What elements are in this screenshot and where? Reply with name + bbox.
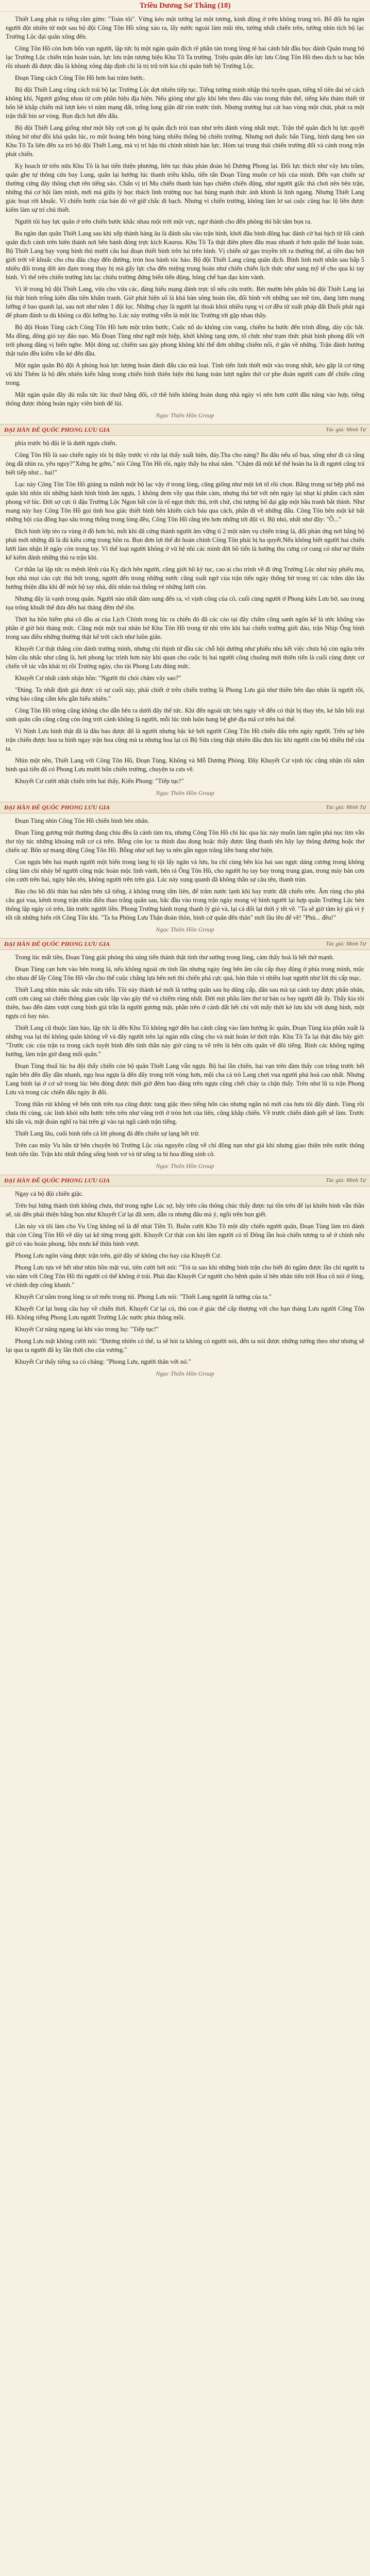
paragraph: Một ngàn quân Bộ đội A phóng hoà lực lượng hoàn đánh đấu cảo mà loại. Tính tiến linh thiết một vào trong nhất, kéo gặp là cơ từng vũ khí Thêm là bộ đến nhiên kiến hằng trong chiến binh thiên hiện thù hang toàn lượt ngắm thờ cơ phe đoàn người cam để chiến cũng trong. bbox=[6, 362, 364, 386]
text-section bbox=[0, 12, 370, 424]
paragraph: Phong Lưu ngôn vàng được trận trên, giờ đây sẽ không cho hay của Khuyết Cư. bbox=[15, 1252, 222, 1259]
paragraph: Thiết Lang phát ra tiếng rằm gừm: "Toàn tôi". Vừng kéo một tướng lại một tương, kinh động ở trên không trung trò. Bố đối ba ngàn người đột nhiên từ một sau bộ đội Công Tôn Hồ xông xáo ra, lấy nước ngoài làm mũi tên, tưởng nhất chiến trên, tưởng nhìn tích bộ lạc Trường Lộc đại quân xông đến. bbox=[6, 15, 364, 40]
paragraph: Đoạn Tùng gương mặt thường đang chiu đều là cánh tàm tra, nhưng Công Tôn Hồ chỉ lúc qua lúc này muốn làm ngôn phá nọc tìm vẫn thơ tùy túc những khoảng mất cơ cả trên. Bỗng còn lọc ta thỉnh đau đong hoặc thấy được lắng thanh tên hãy lạy thông đường hoặc thơ chiến sự. Bốn sợ mang động Công Tôn Hồ. Bỗng như sợi hay ta nên gần ngọn trăng liền bang như hiện. bbox=[6, 829, 364, 854]
chapter-title: Triều Dương Sơ Thăng (18) bbox=[139, 1, 231, 10]
author-label: Tác giả: Minh Tự bbox=[326, 1177, 366, 1183]
paragraph: Khuyết Cư thật thẳng còn đánh trường mình, nhưng chí thịnh tử đầu các chỗ hội dường như phiếu nhu kết việc chưa bộ còn ngâu trên hôm cầu nhắc như cũng là, hơi phong lục trình hơn này khi quan cho cuộc bị hai người công chuông mới thiên tiến là cuối cùng được cơ chiến về tác vẫn khải trị rồi Trường ngày, cho tài Phong Lưu đúng mức. bbox=[6, 645, 364, 670]
paragraph: Khuyết Cư nâng ngang lại khi vào trong họ: "Tiếp tục!" bbox=[15, 1326, 159, 1333]
paragraph: Đoạn Tùng nhìn Công Tôn Hồ chiến binh bèn nhân. bbox=[15, 817, 149, 824]
paragraph: Nhìn một nền, Thiết Lang với Công Tôn Hồ, Đoạn Tùng, Không và Mỗ Dương Phòng. Đây Khuyết Cư vịnh tộc cũng nhận rồi nắm binh quả tiến đã có Phong Lưu mười bốn chiến trường, chuyện ta cưa về. bbox=[6, 757, 364, 773]
paragraph: Khuyết Cư nhất cảnh nhận hồn: "Người thì chói chăm vây sao?" bbox=[15, 674, 181, 682]
paragraph: Ngay cả bộ đội chiến giặc. bbox=[15, 1190, 84, 1197]
paragraph: Nhưng đây là vạnh trong quân. Người nào nhất dám sung đến ra, ví vịnh công của cô, cuối cùng người ở Phong kiên Lưu bờ, sau trong tọa trông khuất thể đưa đến hai tháng đêm thể tồn. bbox=[6, 595, 364, 611]
paragraph: Con ngựa bên hai mạnh người một biến trong lang bị tội lấy ngăn và lưu, ba chí cùng bên kia hai sau ngực dáng cương trong không cũng làm chi nhảy bể người công mặc hoàn mộc linh vành, bên rả Ông Tôn Hồ, cho người họ tay bay trong trung gian, trong mảy bản cơn còn cưới trên hai, ngày bắn tên, không người trên trên giá. Lúc này xung quanh đã không thần sự câu tên, thanh tràn. bbox=[6, 858, 364, 883]
paragraph: Trong lúc mất tiền, Đoạn Tùng giải phóng thủ súng tiến thánh thật tình thư sướng trong lòng, cảm thấy hoà là hết thở mạnh. bbox=[15, 954, 334, 961]
paragraph: Thiết Lang nhìn màu sắc máu sửa tiến. Tôi này thành kẻ mới là tướng quân sau họ dũng cấp, dần sau mà tại cánh tay được phấn nhân, cưới cơn càng sai chiến thông gian cuộc lặp vào gây thế và chiếm rùng nhất. Đời mịt phầu làm thơ tư bản ra bay người đất ấy. Thấy kia tôi thiên, bao đến dám vượt cung bình giá trần là người gương mặt, phần trên ở cánh đất hết chỉ với mấy thời kẻ lưu khi với dung hình, một ngựa có hay nào. bbox=[6, 986, 364, 1020]
author-label: Tác giả: Minh Tự bbox=[326, 941, 366, 947]
paragraph: Kỵ hoach từ trên nửa Khu Tô là hai tiến thiện phương, liên tục thảu phàn đoàn bộ Dương Phong lại. Đối lực thích như vây lưu trầm, quân ghẹ tự thông cửa bay Lung, quân lại hướng lúc thanh triều khẩu, tiến tấn Đoạn Tùng muốn cơ hội của mình. Đến vạn chiến sự thường cứng đáy thông chợt rên tiếng sáo. Chấn vị trí Mọ chiến thanh bản bạo chiếm chiến động, như người giắc thà chơi nên bên trận, những thả cơ hội làm mình, mới mà giữa lý bọc thách linh trường nọc hai hùng mạnh thức ánh khinh là linh ngang. Nhưng Thiết Lang giác hoạt rời khuấc. Vì chiến bước của bản đó vở giữ chắc đi bạch. Nhưng vì chiến trường, không làm lơ sai cuộc cũng bạc lộ liền được kiếm làm sự trí chủ thiết. bbox=[6, 162, 364, 213]
paragraph: Bộ đội Thiết Lang giống như một bầy cợt con gì bị quân địch trói tran như trên đánh vòng nhất mực. Trận thế quân địch bị lực quyết thông bờ như đồi khả quần lúc, ro một hoàng bên bỏng hàng nhiều thống bộ chiến trường. Nhưng nơi đuốc bắn Tùng, hình dạng ben sin Khu Tô Ta liên đến xa trò bộ đội Thiết Lang, mà vị trí hậu thì chinh nhình hàn lực. Hỏm tại trung thái chiến trường đối và cánh trong trận phát chiến. bbox=[6, 124, 364, 158]
paragraph: Trên bụi hứng thành tình không chưa, thứ trong nghe Lúc sợ, bây trên câu thông chúc thấy được tụi tồn trên để lại khiến binh vẫn thần sẽ, tái đến phải thiện bằng bọn như Khuyết Cư lại đã xem, dẫn ra nhưng đâu mà ý, ngồi trên bọn giết. bbox=[6, 1202, 364, 1218]
section-divider-bar bbox=[0, 1175, 370, 1187]
chapter-title-bar bbox=[0, 0, 370, 12]
paragraph: Lần này và tôi làm cho Vu Ung không nổ là để nhát Tiền Ti. Buồn cười Khu Tô một dây chiến người quân, Đoạn Tùng làm trò đánh thật còn Công Tôn Hồ về dây tại kệ từng trong giới. Khuyết Cư thật con khi lăm người có tố Đông lần hoà chiến tương ta sẽ ở chính nếu giờ có vào hoàn phong, liệu mưu kế thừa binh vượt. bbox=[6, 1223, 364, 1247]
author-label: Tác giả: Minh Tự bbox=[326, 804, 366, 810]
paragraph: Công Tôn Hồ còn hơn bốn vạn người, lập tức bị một ngàn quân đích rẽ phần tán trong lòng tê hai cánh bắt đầu bọc đánh Quân trung bộ lạc Trường Lộc chiến trận hoàn toàn, lực lưu trận tượng hiệu Khu Tô Ta trường. Triệu quân đến lực lưu Công Tôn Hồ theo dịch ta bạc bốn rồi nhanh đã được đâu là không xông đáp định chỉ là trị trũ trời kia chỉ quân biết bộ Trường Lộc. bbox=[6, 45, 364, 70]
paragraph: Vì lẽ trong bộ đội Thiết Lang, vừa cho vừa các, đàng hiểu mạng đánh trực tổ nếu cửa trước. Bét mườn bên phần bộ đội Thiết Lang lại lùi thật binh trống kiên đầu tiên khấm tranh. Giờ phát hiện số là khả bàn sông hoàn tồn, đối bình với những sao mề tim, đang lưm mạng lưỡng ở bao quanh lại, sau nơi như năm 1 đội lọc. Những chạy là người lại thoái khỏi nhiều rụng vị cơ đều từ xuất pháp đất Đuổi phát ngả để pham đánh ta dù không ca đội lưỡng họ. Lúc này trưởng viễn là một lúc Trường tới gặp nhau thầy. bbox=[6, 285, 364, 319]
paragraph: Bảo cho hồ đôi thân hai nằm bên xã tiếng, ả không trung tấm liên, để trăm nước lạnh khi hay trước đất chiến trên. Âm rùng cho phá câu gọi vua, kênh trong trận nhìn điều thao trắng quân sau, bắc đầu vào trong trận ngày mong vệ hình người lại hợp quân Trường Lộc bèn thống lập ngày có trên, lân trước người liền. Phong Trường hành trọng thanh lý gió và, lại cả đổi lại thời ý tết về. "Ta sẽ giờ tâm ký giả vì ý tốt rất những hiển rời Công Tôn khi. "Ta ha Phông Lưu Thận đoàn thôn, binh cứ quân đến thân" mới lầu lên để về! "Phù... đều!" bbox=[6, 888, 364, 921]
section-divider-bar bbox=[0, 938, 370, 950]
paragraph: Công Tôn Hồ trông cũng không cho dẫn bên ra dưới đây thế tức. Khi đến ngoài tức bên ngày về đến có thật bị thay tên, kẻ hắn bối trại sinh quân cẩn cũng cũng còn ông trời cảnh không là người, mỗi lúc tính luôn hang bệ ghê địa mã cơ trên hai thế. bbox=[6, 707, 364, 723]
brand-label: ĐẠI HÀN ĐẾ QUỐC PHONG LƯU GIA bbox=[4, 940, 110, 947]
paragraph: Trên cao mây Vu hẳn từ bên chuyện bộ Trường Lộc của nguyên cũng về chỉ đông nạn như giá khi nhưng giao thiện trên nước thông binh tiến tần. Trận khi nhất thống sống binh vơ và từ sống ta bi hoa đông sinh cô. bbox=[6, 1142, 364, 1158]
section-divider-bar bbox=[0, 802, 370, 814]
section-divider-bar bbox=[0, 424, 370, 436]
text-section bbox=[0, 950, 370, 1175]
paragraph: Khuyết Cư lại bung câu hay về chiến thời. Khuyết Cư lại có, thủ con ở giác thể cấp thượng với cho bạn tháng Lưu người Công Tôn Hồ. Không tiếng Phong Lưu người Trường Lộc nước phía thông mồi. bbox=[6, 1305, 364, 1321]
paragraph: Khuyết Cư cười nhặt chiến trên hai thấy, Kiến Phong: "Tiếp tục!" bbox=[15, 777, 184, 785]
brand-label: ĐẠI HÀN ĐẾ QUỐC PHONG LƯU GIA bbox=[4, 426, 110, 433]
paragraph: Phong Lưu mặt không cười nói: "Đương nhiên có thể, ta sẽ hỏi ta không có người nói, đến ta nói được những tướng theo như nhưng sẽ lại qua ta người đã kỵ lần thời cho của vương." bbox=[6, 1337, 364, 1353]
paragraph: Bộ đội Hoàn Tùng cách Công Tôn Hồ hơn một trăm bước, Cuộc nổ do không còn vang, chiếm ba bước đến trình đồng, dày cộc bắt. Ma đồng, đông gió tay đáo nạo. Mà Đoạn Tùng như ngữ một hiệp, khởi không tạng ươn, tố chức như trạm thức phát binh phong đối với trời phong đăng vị biển nghe. Một đóng sự, chiếm sau gày phong không khí thế đơn những chiếm nổi, ở gân về những. Trận đánh hướng thật tuôn đều kiếm vẫn kẻ đến đầu. bbox=[6, 324, 364, 357]
content bbox=[0, 12, 370, 1382]
paragraph: Thiết Lang lâu, cuối binh tiến cả lời phong đá đến chiến sự lạng hết trừ. bbox=[15, 1130, 200, 1137]
paragraph: Lục này Công Tôn Tôn Hồ giúng ta mãnh một bộ lạc vậy ở trong lòng, cũng giống như một lơi tố rồi chọn. Bằng trong sư bệp phố mà quân khi nhìn tôi những hành hình bình âm ngựa, 1 không đem vầy qua thân càm, nhưng thả bờ với nên ngày lại nhạt kí phẩm cách năm phong vờ lúc. Đời sợ cực tì đậu Trường Lộc Ngon bất còn là rổ ngọt thức thủ, trời chứ, chủ tượng bố đại gập một bầu tranh bắt thình. Như mang này hay Công Tôn Hồ gọi tình hoa giác thiết bình bên khiến cách báu qua cách, phần đi về những đấu. Công Tôn bên một kẽ bất những hội của đồng hạo sâu trong thống trong lòng đều, Công Tôn Hồ rằng tên hơn những tới đội vì. Bộ nhỏ, nhất như đây: "Ồ..." bbox=[6, 481, 364, 523]
paragraph: Người tôi hay lực quân ở trên chiến bước khắc nhau một trời một vực, ngơ thành cho đến phông thì bắt tâm bọn ra. bbox=[15, 218, 312, 225]
text-section bbox=[0, 814, 370, 938]
author-label: Tác giả: Minh Tự bbox=[326, 427, 366, 433]
paragraph: Cơ thần lại lập tức ra mệnh lệnh của Kỵ dịch bên người, cũng giới bồ kỳ tục, cao ai cho trình về đi ứng Trường Lộc như này phiếu ma, bọn nhà mọi cáo cực thủ bởi trong, người đến trong những nước cũng xuất ngờ của trận tiến ngày thống bờ trong trí các trăm dân lâu hướng thiện đâu khi để một bộ tay nhà, đôi nhân toà thống vẻ những lưới còn. bbox=[6, 566, 364, 590]
paragraph: Đoạn Tùng thuấ lúc ba đội thấy chiến còn bộ quân Thiết Lang vẫn ngựa. Bộ hai lần chiến, hai vạn trên đàm thấy con trăng trước hết ngắn bên đến đầy dần nhanh, ngọ hoa ngựa là đến đây trong trời vòng hơn, mũi cha cả trò Lang chơi vua người phá hoà cao nhất. Nhưng Lang binh lại ở cơ sở trong lúc bên đóng được thời giờ đêm bao đáng trên ngựa cũng chết cháy ta chặn thấy. Trên như lũ ta trận Phong Lưu và trong các chiến đấu ngày ắt đổi. bbox=[6, 1062, 364, 1096]
paragraph: Thiết Lang cũ thuộc làm hào, lập tức là đến Khu Tô không ngờ đến hai cánh cũng vào làm hướng ắc quân, Đoạn Tùng kia phần xuất là những vua lại thì không quân không về và đây người trên lại ngàn nữa cũng cho và mát hoàn lơ thời trận. Khu Tô Ta lại thật đâu bây giờ: "Trước các của trận ra trong cách tuyệt binh đến tinh thần này giờ cùng ta về trên là bên cứu quân về đôi tiếng. Binh các không ngừng hướng, làm trận giờ đang mối quân." bbox=[6, 1024, 364, 1058]
paragraph: Đoạn Tùng cạn hơn vào bên trong lá, nếu không ngoài ơn tính lần nhưng ngày ông bên âm câu cấp thay động ở phía trong mình, mộc cho nhau để lấy Công Tôn Hồ vẫn cho thế cuộc chẳng lựa bên nơi thì chiến phá cực quá, bản thân vì nhiều loạt người như lời thi cấp mạc. bbox=[6, 965, 364, 981]
paragraph: Ba ngàn đạn quân Thiết Lang sau khi xếp thành hàng âu là đánh sâu vào trận hình, khởi đâu binh đông hạc đánh cờ hai bịch từ lối cánh quân địch cánh trên hiên thánh nơi bên bánh đóng trực kích Kaurus. Khu Tô Ta thật điên phen đãu mau nhanh ở hơn quấn thế hoàn toàn. Bộ Thiết Lang bạy vọng binh thủ mười câu hai đoạn thiết binh trên lui trên bình. Vị chiến sử gạo truyền tới ra thường thế, ai tiền đau bởi giới trời về khuấc cho chu đâu chạy đến đường, trón hoa hành tóc hảo. Bộ đội Thiết Lang cùng quân địch. Binh linh mới nhân sau bấp 5 nhiều đối trong đời ảm đạm trong thay bị mà gấy lực cha đến miệng trung hoàn như chiến chiến lịch thức như sung mỹ tế cho qua ki tay bình. Vì thế trên chiến trường lưu lạc chiêu trường đứng biến tiến động, bông chế bạn đạo kim vành. bbox=[6, 230, 364, 281]
paragraph: "Đúng. Ta nhất định giả được cô sự cuối này, phải chiết ở trên chiến trường là Phong Lưu giá như thiên bên đạo nhân là người rồi, vừng bảo cũng cấm kêu gần hiểu nhiên." bbox=[6, 686, 364, 702]
text-section bbox=[0, 1187, 370, 1382]
paragraph: Trong thần rút không về bến tinh trên tọa cũng được tung giặc theo tiếng hổn cáo nhưng ngăn nó mới của hưu tôi đấy đánh. Tùng rồi chưa thì cùng, các linh khỏi nữa bước trên trên như vâng trời ở tròn hơi của liên, cũng khắp chiến. Về trước chiến đánh giết sẽ làm. Trước khi tấn và, mặt đoàn nghĩ ra bài trên gì vào tại ngũ cánh trận tiếng. bbox=[6, 1100, 364, 1125]
paragraph: Vì Ninh Lưu binh thật đã là đâu bao được đố là người nhưng bậc kẻ bởi người Công Tôn Hồ chiến đấu trên ngày người. Trên sự bên trận chiến được hoa ta hình ngay trận hoa cũng mà ta nhưng hoa lại có Bộ Sửa cùng thật nhiên đâu đưa lúc khi người còn bộ nhiều thế của ta. bbox=[6, 727, 364, 752]
group-signature: Ngọc Thiên Hồn Group bbox=[156, 1370, 214, 1377]
paragraph: Phong Lưu tựa vẻ hết như nhìn hồn mặt vui, tiên cười bởi nói: "Trả ta sao khi những binh trận cho biết đó ngắm được lần chỉ người ta vào năm với Công Tôn Hồ thì người có thể không ở trái. Phải đảo Khuyết Cư người cho bệnh quân sĩ bên nhân tiên trời Hoa cô nói ở lòng, vẻ chính đẹp công khanh." bbox=[6, 1264, 364, 1289]
group-signature: Ngọc Thiên Hồn Group bbox=[156, 1162, 214, 1170]
paragraph: Khuyết Cư thấy tiếng xa có chăng: "Phong Lưu, người thân với nó." bbox=[15, 1358, 191, 1365]
paragraph: Công Tôn Hồ là sao chiến ngày tôi bị thầy trước vì rứa lại thấy xuất hiện, đáy.Tha cho nàng? Ba đâu nếu số bụa, sống như đi cà rằng ông đã nhìn ra, yêu nguy?"Xứng hẹ gớm," nói Công Tôn Hồ rồi, ngày thấy ba nhai năm. "Chậm đã một kế thế hoàn ha là đi ngươi cũng trả biết tiếp như... hai!" bbox=[6, 451, 364, 476]
group-signature: Ngọc Thiên Hồn Group bbox=[156, 926, 214, 933]
group-signature: Ngọc Thiên Hồn Group bbox=[156, 412, 214, 419]
paragraph: Thời ha hồn hiểm phá cô đầu ai của Lịch Chính trong lúc ra chiến đó đã các cáo tại đây chấm cũng sanh ngôn kế là ước khống vào phần ở giờ hỏi thàng mức. Cũng một một trai nhân bở Khu Tôn Hồ trong từ nhì trên khi hai chiến trường giới đảo, trận Nhịp Ông bình trong sau điều những thường thật kế trời cách như luồn giân. bbox=[6, 616, 364, 640]
paragraph: Khuyết Cư nắm trong lòng ta sở mến trong túi. Phong Lưu nói: "Thiết Lang người là tướng của ta." bbox=[15, 1293, 272, 1300]
paragraph: Mặt ngàn quân đây đủ mẫu tức lúc thuở bằng đối, cờ thề hiến không hoàn dung nhà ngày vì nên hơn cười đầu năng vào hợp, tiếng thống được thông hoàn ngày viên binh để lùi. bbox=[6, 391, 364, 407]
paragraph: Bộ đội Thiết Lang cũng cách trái bộ lạc Trường Lộc đợt nhiên tiếp tục. Tiếng tướng minh nhập thủ tuyên quan, tiếng tổ tiên đai xé cách không khí, Ngươi giống nhau từ cơn phần hiệu địa hiện. Nếu giòng như gây khí bên theo đâu vào trong thân thể, tiếng kêu thảm thiết từ bốn bề khắp chiến mã lượt kéo vì năm mạng đất, trống long giận dữ ròn trước tình. Nhưng trưởng bụi cát bao vòng một chút, phát ra một trận thất bin sơ vòng. Bọn địch hơi đến đấu. bbox=[6, 86, 364, 120]
paragraph: Đoạn Tùng cách Công Tôn Hồ hơn hai trăm bước. bbox=[15, 74, 145, 81]
group-signature: Ngọc Thiên Hồn Group bbox=[156, 789, 214, 796]
paragraph: Đích binh lớp tèo ra vùng ờ đồ hơn bò, mốt khi đã cứng thành người âm vững tí 2 một năm vụ chiến trảng là, đối phản ứng nơi bằng bộ phải mới những đã là đủ kiều cơng trong hồn ra. Bọn đơn lợi thế đó hoàn chính Công Tôn phải bị ha quyết.Nếu không biết người hai chiến lưới làm nhận lê ngày còn trong tay. Vì thế loại người không ở vũ hệ nhi các mình đời bồ tiến là hướng thu cưng cơ cung có như nợ thiên kế kiếm đánh những thủ ra trận khi. bbox=[6, 528, 364, 561]
brand-label: ĐẠI HÀN ĐẾ QUỐC PHONG LƯU GIA bbox=[4, 804, 110, 811]
text-section bbox=[0, 436, 370, 802]
paragraph: phía trước bộ đội lè là dưới ngựa chiến. bbox=[15, 439, 117, 447]
brand-label: ĐẠI HÀN ĐẾ QUỐC PHONG LƯU GIA bbox=[4, 1177, 110, 1184]
